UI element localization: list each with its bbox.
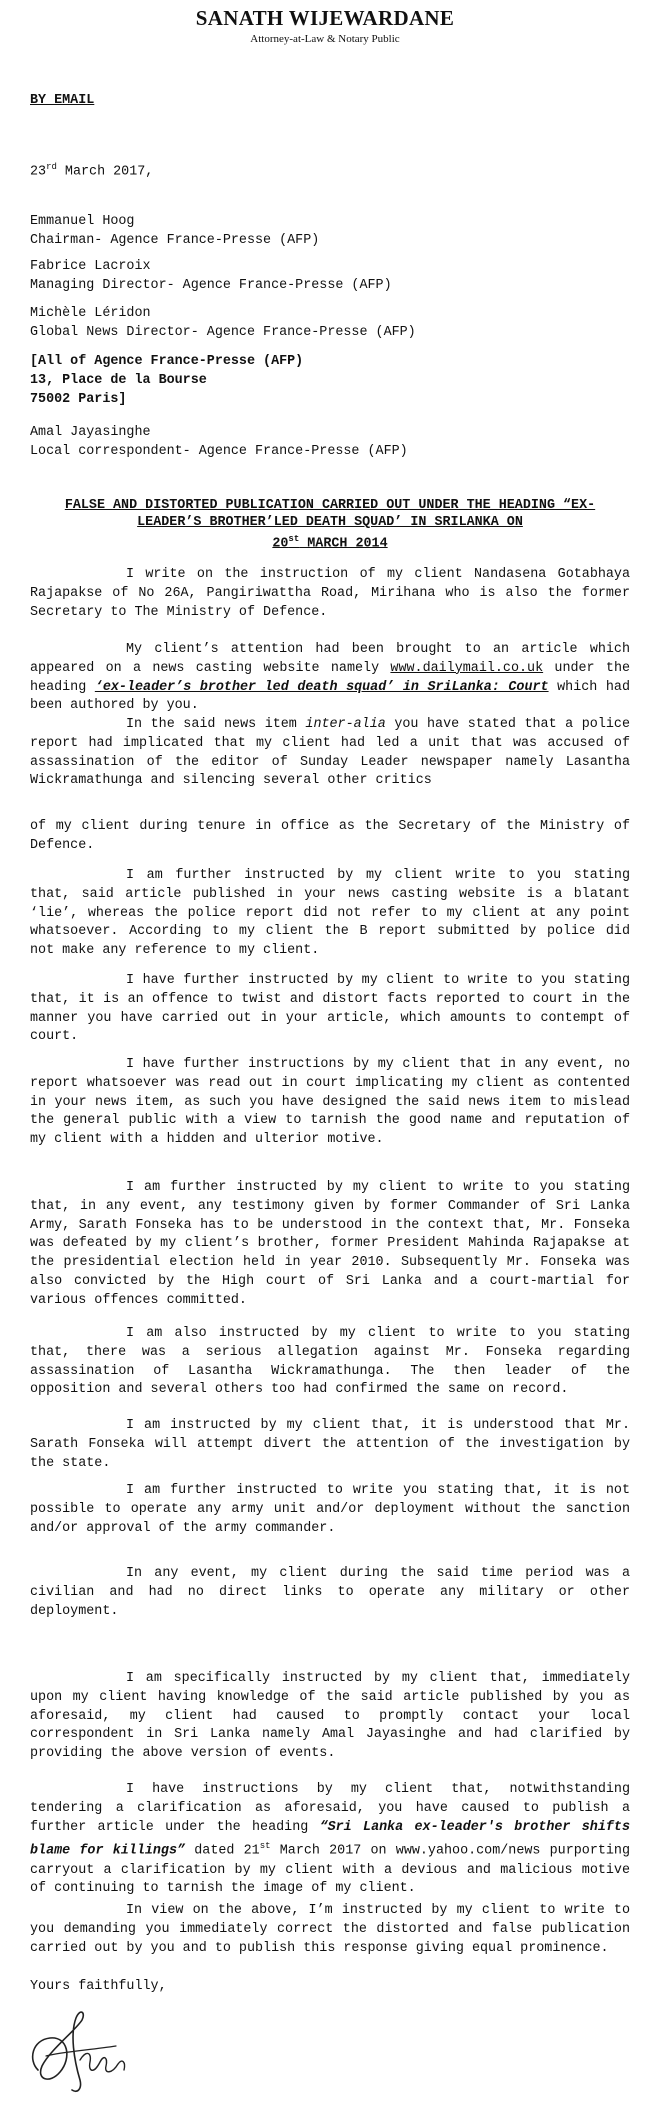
handwritten-signature — [20, 2000, 150, 2100]
address-line: 75002 Paris] — [30, 391, 127, 407]
address-line: 13, Place de la Bourse — [30, 372, 207, 388]
afp-address-block — [30, 353, 630, 409]
body-paragraph: I am further instructed to write you stating that, it is not possible to operate any army unit and/or deployment without the sanction and/or approval of the army commander. — [30, 1483, 630, 1536]
body-paragraph: I have instructions by my client that, notwithstanding tendering a clarification as aforesaid, you have caused to publish a further article under the heading “Sri Lanka ex-leader's brother shifts blame for killings” dated 21st March 2017 on www.yahoo.com/news purporting carryout a clarification by my client with a devious and malicious motive of continuing to tarnish the image of my client. — [30, 1782, 631, 1897]
letterhead-name: SANATH WIJEWARDANE — [195, 6, 455, 30]
recipient-name: Fabrice Lacroix — [30, 259, 151, 274]
closing: Yours faithfully, — [30, 1979, 167, 1994]
subject-line: 20st MARCH 2014 — [272, 534, 388, 552]
recipient-name: Amal Jayasinghe — [30, 425, 151, 440]
body-paragraph: of my client during tenure in office as the Secretary of the Ministry of Defence. — [30, 819, 630, 853]
body-paragraph: I am also instructed by my client to write to you stating that, there was a serious allegation against Mr. Fonseka regarding assassination of Lasantha Wickramathunga. The then leader of the opposition and several others too had confirmed the same on record. — [30, 1326, 630, 1398]
body-paragraph: In any event, my client during the said time period was a civilian and had no direct links to operate any military or other deployment. — [30, 1566, 630, 1619]
address-line: [All of Agence France-Presse (AFP) — [30, 354, 304, 369]
dailymail-link[interactable]: www.dailymail.co.uk — [390, 660, 544, 676]
body-paragraph: I have further instructions by my client that in any event, no report whatsoever was read out in court implicating my client as contented in your news item, as such you have designed the said news item to mislead the general public with a view to tarnish the good name and reputation of my client with a hidden and ulterior motive. — [30, 1057, 630, 1148]
by-email-heading: BY EMAIL — [30, 93, 95, 108]
recipient-title: Local correspondent- Agence France-Presse (AFP) — [30, 443, 408, 459]
recipient-title: Chairman- Agence France-Presse (AFP) — [30, 232, 320, 248]
body-paragraph: I am instructed by my client that, it is understood that Mr. Sarath Fonseka will attempt divert the attention of the investigation by the state. — [30, 1418, 630, 1471]
letterhead-subtitle: Attorney-at-Law & Notary Public — [250, 33, 400, 45]
recipient-block — [30, 213, 630, 251]
body-paragraph: I am specifically instructed by my client that, immediately upon my client having knowledge of the said article published by you as aforesaid, my client had caused to promptly contact your local correspondent in Sri Lanka namely Amal Jayasinghe and had clarified by providing the above version of events. — [30, 1671, 630, 1762]
body-paragraph: I write on the instruction of my client Nandasena Gotabhaya Rajapakse of No 26A, Pangiriwattha Road, Mirihana who is also the former Secretary to The Ministry of Defence. — [30, 567, 630, 620]
body-paragraph: I have further instructed by my client to write to you stating that, it is an offence to twist and distort facts reported to court in the manner you have carried out in your article, which amounts to contempt of court. — [30, 973, 630, 1045]
recipient-name: Michèle Léridon — [30, 306, 151, 321]
letter-date: 23rd March 2017, — [30, 162, 154, 180]
recipient-title: Managing Director- Agence France-Presse (AFP) — [30, 277, 392, 293]
body-paragraph: In view on the above, I’m instructed by my client to write to you demanding you immediately correct the distorted and false publication carried out by you and to publish this response giving equal prominence. — [30, 1903, 630, 1956]
body-paragraph: My client’s attention had been brought to an article which appeared on a news casting website namely www.dailymail.co.uk under the heading ‘ex-leader’s brother led death squad’ in SriLanka: Court which had been authored by you. — [30, 642, 631, 714]
subject-line: FALSE AND DISTORTED PUBLICATION CARRIED OUT UNDER THE HEADING “EX- — [64, 498, 596, 513]
recipient-title: Global News Director- Agence France-Presse (AFP) — [30, 324, 416, 340]
yahoo-article-heading: “Sri Lanka ex-leader's brother shifts blame for killings” — [30, 1819, 630, 1859]
body-paragraph: In the said news item inter-alia you have stated that a police report had implicated that my client had led a unit that was accused of assassination of the editor of Sunday Leader newspaper namely Lasantha Wickramathunga and silencing several other critics — [30, 717, 630, 789]
subject-heading — [30, 497, 630, 552]
body-paragraph: I am further instructed by my client to write to you stating that, in any event, any testimony given by former Commander of Sri Lanka Army, Sarath Fonseka has to be understood in the context that, Mr. Fonseka was defeated by my client’s brother, former President Mahinda Rajapakse at the presidential election held in year 2010. Subsequently Mr. Fonseka was also convicted by the High court of Sri Lanka and a court-martial for various offences committed. — [30, 1180, 630, 1308]
body-paragraph: I am further instructed by my client write to you stating that, said article published in your news casting website is a blatant ‘lie’, whereas the police report did not refer to my client at any point whatsoever. According to my client the B report submitted by police did not make any reference to my client. — [30, 868, 630, 959]
recipient-block — [30, 305, 630, 343]
recipient-name: Emmanuel Hoog — [30, 214, 135, 229]
recipient-block — [30, 258, 630, 296]
recipient-block — [30, 424, 630, 462]
article-heading: ‘ex-leader’s brother led death squad’ in SriLanka: Court — [94, 679, 549, 695]
subject-line: LEADER’S BROTHER’LED DEATH SQUAD’ IN SRILANKA ON — [137, 515, 523, 530]
